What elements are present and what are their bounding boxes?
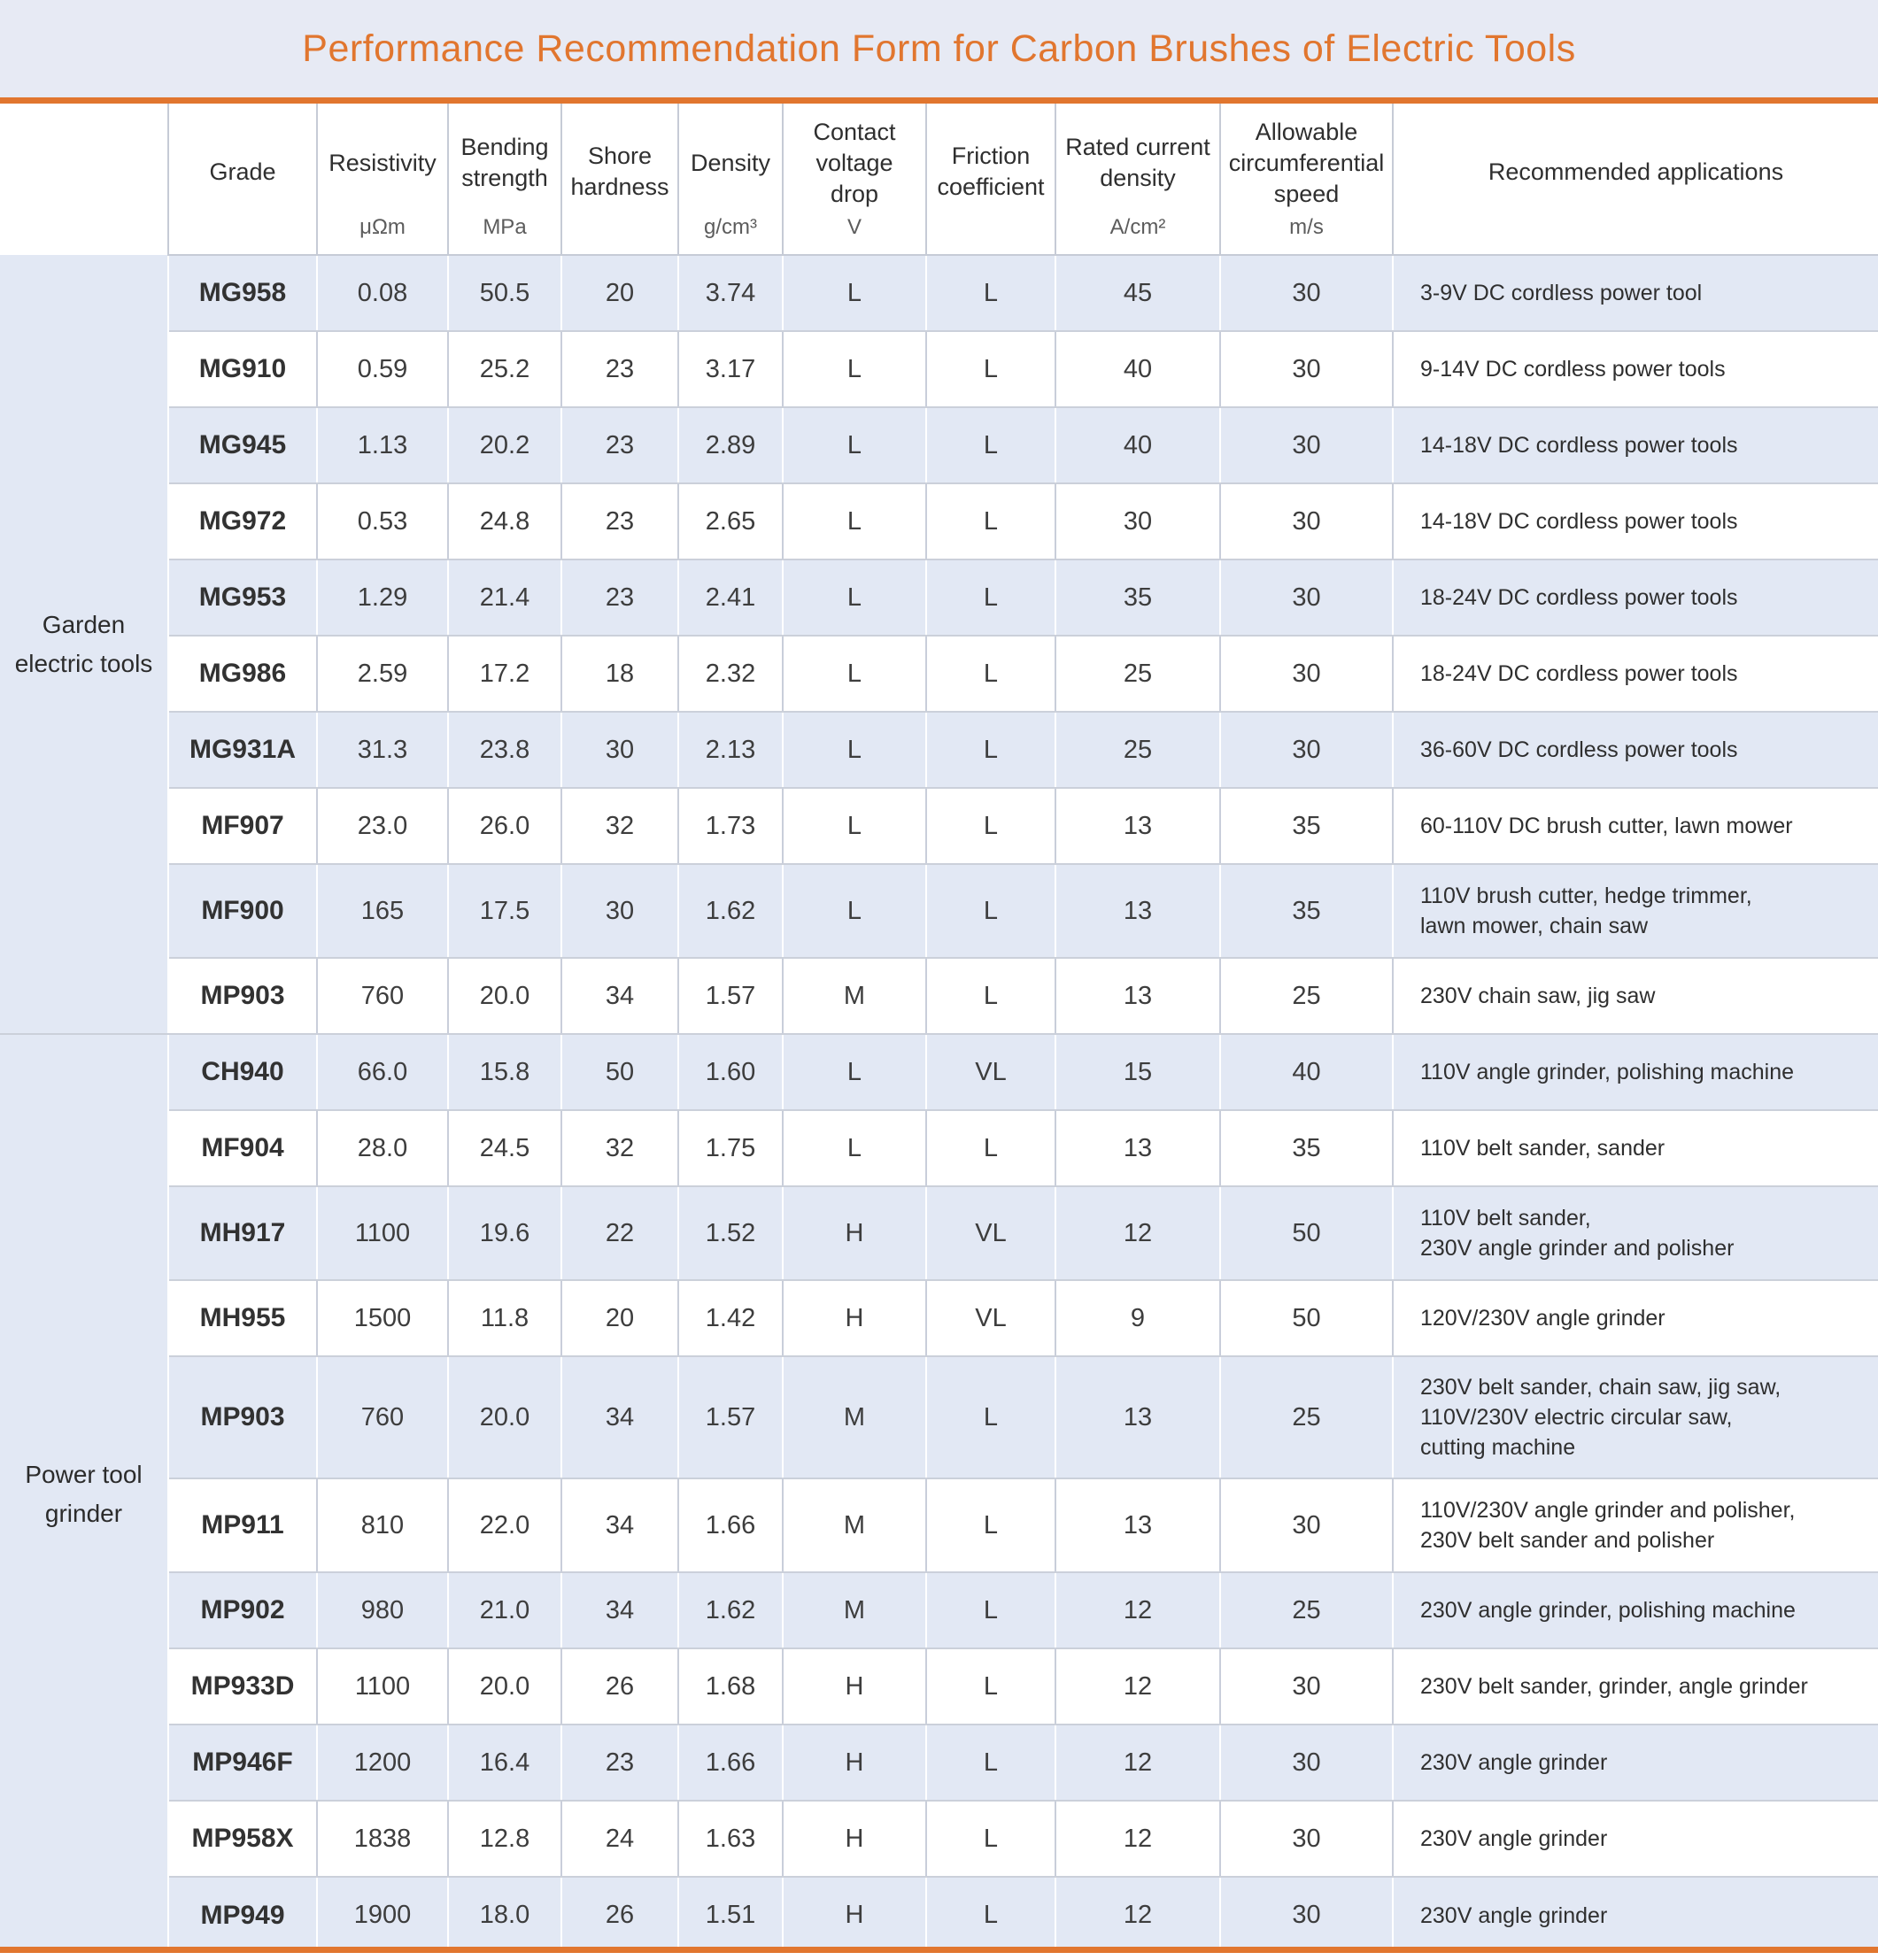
column-unit: μΩm	[359, 215, 406, 239]
column-unit: V	[846, 215, 862, 239]
cell-grade: MF904	[168, 1110, 317, 1186]
group-label: Garden electric tools	[0, 255, 168, 1034]
cell-density: 2.32	[678, 636, 783, 712]
cell-shore-hardness: 23	[561, 1725, 678, 1801]
cell-contact-voltage-drop: L	[783, 636, 926, 712]
cell-allowable-speed: 30	[1220, 1648, 1393, 1725]
cell-resistivity: 0.59	[317, 331, 448, 407]
application-line: 3-9V DC cordless power tool	[1420, 281, 1703, 305]
cell-resistivity: 165	[317, 864, 448, 958]
cell-rated-current-density: 12	[1055, 1186, 1220, 1280]
application-line: 9-14V DC cordless power tools	[1420, 357, 1726, 382]
column-label: Contact voltage drop	[813, 118, 896, 207]
cell-allowable-speed: 30	[1220, 636, 1393, 712]
cell-shore-hardness: 18	[561, 636, 678, 712]
column-header-allowable-circumferential-speed	[1220, 104, 1393, 255]
cell-allowable-speed: 30	[1220, 559, 1393, 636]
cell-contact-voltage-drop: L	[783, 407, 926, 483]
cell-grade: MF907	[168, 788, 317, 864]
table-row	[0, 1478, 1878, 1572]
application-line: cutting machine	[1420, 1435, 1576, 1460]
cell-contact-voltage-drop: H	[783, 1648, 926, 1725]
cell-allowable-speed: 50	[1220, 1186, 1393, 1280]
cell-applications	[1393, 958, 1878, 1034]
cell-bending-strength: 20.0	[448, 1648, 561, 1725]
cell-rated-current-density: 13	[1055, 958, 1220, 1034]
column-header-grade	[168, 104, 317, 255]
cell-resistivity: 1500	[317, 1280, 448, 1356]
cell-rated-current-density: 12	[1055, 1572, 1220, 1648]
cell-allowable-speed: 30	[1220, 712, 1393, 788]
cell-resistivity: 1900	[317, 1877, 448, 1953]
cell-contact-voltage-drop: H	[783, 1877, 926, 1953]
application-line: 36-60V DC cordless power tools	[1420, 737, 1738, 762]
cell-density: 1.60	[678, 1034, 783, 1110]
cell-contact-voltage-drop: L	[783, 331, 926, 407]
application-line: 110V brush cutter, hedge trimmer,	[1420, 884, 1752, 908]
cell-grade: MP933D	[168, 1648, 317, 1725]
cell-applications	[1393, 1648, 1878, 1725]
cell-friction-coefficient: L	[926, 636, 1055, 712]
column-label: Allowable circumferential speed	[1228, 118, 1385, 207]
cell-friction-coefficient: L	[926, 788, 1055, 864]
cell-rated-current-density: 15	[1055, 1034, 1220, 1110]
application-line: 110V belt sander, sander	[1420, 1136, 1665, 1161]
title-bar	[0, 0, 1878, 97]
cell-contact-voltage-drop: M	[783, 1572, 926, 1648]
application-line: 230V angle grinder, polishing machine	[1420, 1598, 1796, 1623]
cell-density: 1.51	[678, 1877, 783, 1953]
cell-allowable-speed: 50	[1220, 1280, 1393, 1356]
cell-contact-voltage-drop: L	[783, 864, 926, 958]
application-line: 60-110V DC brush cutter, lawn mower	[1420, 814, 1793, 838]
cell-applications	[1393, 255, 1878, 331]
cell-friction-coefficient: L	[926, 483, 1055, 559]
cell-allowable-speed: 30	[1220, 407, 1393, 483]
cell-applications	[1393, 1877, 1878, 1953]
cell-applications	[1393, 712, 1878, 788]
cell-density: 1.68	[678, 1648, 783, 1725]
cell-grade: MG972	[168, 483, 317, 559]
application-line: 230V belt sander, chain saw, jig saw,	[1420, 1375, 1781, 1400]
cell-applications	[1393, 1356, 1878, 1478]
cell-contact-voltage-drop: H	[783, 1725, 926, 1801]
cell-allowable-speed: 40	[1220, 1034, 1393, 1110]
page-title: Performance Recommendation Form for Carbon Brushes of Electric Tools	[302, 27, 1576, 70]
cell-allowable-speed: 30	[1220, 1725, 1393, 1801]
cell-resistivity: 0.53	[317, 483, 448, 559]
cell-resistivity: 1.29	[317, 559, 448, 636]
cell-bending-strength: 23.8	[448, 712, 561, 788]
cell-density: 3.74	[678, 255, 783, 331]
cell-allowable-speed: 35	[1220, 788, 1393, 864]
cell-rated-current-density: 12	[1055, 1877, 1220, 1953]
cell-density: 1.66	[678, 1725, 783, 1801]
column-unit: MPa	[483, 215, 527, 239]
cell-allowable-speed: 25	[1220, 1356, 1393, 1478]
cell-resistivity: 31.3	[317, 712, 448, 788]
table-row	[0, 1356, 1878, 1478]
table-row	[0, 636, 1878, 712]
cell-allowable-speed: 35	[1220, 1110, 1393, 1186]
cell-bending-strength: 25.2	[448, 331, 561, 407]
application-line: 230V angle grinder	[1420, 1826, 1608, 1851]
cell-grade: MG931A	[168, 712, 317, 788]
cell-applications	[1393, 1725, 1878, 1801]
table-body	[0, 255, 1878, 1953]
cell-contact-voltage-drop: H	[783, 1280, 926, 1356]
cell-density: 1.42	[678, 1280, 783, 1356]
cell-shore-hardness: 20	[561, 1280, 678, 1356]
application-line: 230V angle grinder	[1420, 1750, 1608, 1775]
cell-density: 1.57	[678, 958, 783, 1034]
table-row	[0, 1110, 1878, 1186]
cell-applications	[1393, 559, 1878, 636]
cell-applications	[1393, 1034, 1878, 1110]
cell-density: 2.89	[678, 407, 783, 483]
cell-rated-current-density: 13	[1055, 1356, 1220, 1478]
cell-resistivity: 1100	[317, 1186, 448, 1280]
cell-shore-hardness: 32	[561, 788, 678, 864]
table-row	[0, 958, 1878, 1034]
column-unit: g/cm³	[704, 215, 757, 239]
application-line: lawn mower, chain saw	[1420, 914, 1649, 938]
cell-contact-voltage-drop: L	[783, 788, 926, 864]
column-header-friction-coefficient	[926, 104, 1055, 255]
cell-bending-strength: 17.2	[448, 636, 561, 712]
cell-bending-strength: 21.0	[448, 1572, 561, 1648]
column-label: Recommended applications	[1488, 158, 1784, 185]
cell-shore-hardness: 23	[561, 331, 678, 407]
cell-density: 1.52	[678, 1186, 783, 1280]
table-row	[0, 483, 1878, 559]
table-row	[0, 1186, 1878, 1280]
cell-contact-voltage-drop: L	[783, 1034, 926, 1110]
cell-allowable-speed: 30	[1220, 483, 1393, 559]
cell-rated-current-density: 12	[1055, 1801, 1220, 1877]
column-header-rated-current-density	[1055, 104, 1220, 255]
cell-applications	[1393, 636, 1878, 712]
cell-rated-current-density: 45	[1055, 255, 1220, 331]
cell-applications	[1393, 1478, 1878, 1572]
cell-applications	[1393, 788, 1878, 864]
application-line: 120V/230V angle grinder	[1420, 1306, 1665, 1331]
cell-friction-coefficient: L	[926, 1877, 1055, 1953]
cell-grade: MG910	[168, 331, 317, 407]
cell-contact-voltage-drop: M	[783, 1478, 926, 1572]
cell-contact-voltage-drop: H	[783, 1801, 926, 1877]
cell-density: 1.66	[678, 1478, 783, 1572]
cell-allowable-speed: 25	[1220, 958, 1393, 1034]
table-row	[0, 255, 1878, 331]
cell-friction-coefficient: VL	[926, 1186, 1055, 1280]
carbon-brush-table	[0, 104, 1878, 1953]
cell-density: 1.57	[678, 1356, 783, 1478]
column-label: Friction coefficient	[937, 143, 1045, 200]
column-label: Shore hardness	[570, 143, 669, 200]
cell-grade: MG953	[168, 559, 317, 636]
cell-bending-strength: 24.5	[448, 1110, 561, 1186]
cell-allowable-speed: 30	[1220, 331, 1393, 407]
title-divider	[0, 97, 1878, 104]
cell-friction-coefficient: VL	[926, 1280, 1055, 1356]
cell-friction-coefficient: L	[926, 1801, 1055, 1877]
cell-grade: MH917	[168, 1186, 317, 1280]
cell-shore-hardness: 26	[561, 1648, 678, 1725]
cell-density: 2.65	[678, 483, 783, 559]
table-row	[0, 1877, 1878, 1953]
cell-friction-coefficient: L	[926, 1478, 1055, 1572]
cell-rated-current-density: 30	[1055, 483, 1220, 559]
column-unit: A/cm²	[1109, 215, 1166, 239]
cell-contact-voltage-drop: L	[783, 255, 926, 331]
cell-density: 1.75	[678, 1110, 783, 1186]
column-label: Density	[690, 149, 771, 176]
cell-shore-hardness: 23	[561, 483, 678, 559]
application-line: 18-24V DC cordless power tools	[1420, 585, 1738, 610]
cell-resistivity: 760	[317, 958, 448, 1034]
application-line: 230V belt sander and polisher	[1420, 1528, 1715, 1553]
cell-friction-coefficient: L	[926, 407, 1055, 483]
cell-contact-voltage-drop: M	[783, 958, 926, 1034]
column-label: Rated current density	[1065, 134, 1210, 191]
cell-shore-hardness: 22	[561, 1186, 678, 1280]
header-row	[0, 104, 1878, 255]
cell-grade: MP903	[168, 1356, 317, 1478]
cell-rated-current-density: 9	[1055, 1280, 1220, 1356]
cell-shore-hardness: 30	[561, 712, 678, 788]
cell-friction-coefficient: L	[926, 1648, 1055, 1725]
cell-grade: MP902	[168, 1572, 317, 1648]
cell-contact-voltage-drop: L	[783, 483, 926, 559]
cell-resistivity: 1200	[317, 1725, 448, 1801]
bottom-divider	[0, 1947, 1878, 1953]
cell-friction-coefficient: L	[926, 1356, 1055, 1478]
cell-bending-strength: 50.5	[448, 255, 561, 331]
application-line: 110V angle grinder, polishing machine	[1420, 1060, 1795, 1084]
table-row	[0, 331, 1878, 407]
cell-shore-hardness: 30	[561, 864, 678, 958]
column-header-contact-voltage-drop	[783, 104, 926, 255]
cell-friction-coefficient: L	[926, 712, 1055, 788]
cell-shore-hardness: 32	[561, 1110, 678, 1186]
cell-allowable-speed: 30	[1220, 1877, 1393, 1953]
cell-bending-strength: 16.4	[448, 1725, 561, 1801]
cell-grade: CH940	[168, 1034, 317, 1110]
cell-grade: MF900	[168, 864, 317, 958]
cell-allowable-speed: 30	[1220, 255, 1393, 331]
cell-density: 2.13	[678, 712, 783, 788]
cell-applications	[1393, 407, 1878, 483]
application-line: 230V belt sander, grinder, angle grinder	[1420, 1674, 1808, 1699]
table-row	[0, 1725, 1878, 1801]
column-header-resistivity	[317, 104, 448, 255]
cell-bending-strength: 24.8	[448, 483, 561, 559]
table-row	[0, 712, 1878, 788]
application-line: 110V/230V angle grinder and polisher,	[1420, 1498, 1796, 1523]
cell-allowable-speed: 35	[1220, 864, 1393, 958]
cell-resistivity: 1.13	[317, 407, 448, 483]
table-row	[0, 559, 1878, 636]
cell-resistivity: 980	[317, 1572, 448, 1648]
cell-rated-current-density: 40	[1055, 331, 1220, 407]
application-line: 110V belt sander,	[1420, 1206, 1591, 1231]
cell-friction-coefficient: L	[926, 559, 1055, 636]
cell-friction-coefficient: L	[926, 958, 1055, 1034]
cell-rated-current-density: 13	[1055, 864, 1220, 958]
cell-allowable-speed: 30	[1220, 1801, 1393, 1877]
cell-grade: MP911	[168, 1478, 317, 1572]
cell-bending-strength: 17.5	[448, 864, 561, 958]
cell-rated-current-density: 40	[1055, 407, 1220, 483]
cell-bending-strength: 15.8	[448, 1034, 561, 1110]
cell-rated-current-density: 12	[1055, 1648, 1220, 1725]
cell-shore-hardness: 34	[561, 1356, 678, 1478]
cell-bending-strength: 12.8	[448, 1801, 561, 1877]
cell-contact-voltage-drop: L	[783, 1110, 926, 1186]
cell-bending-strength: 18.0	[448, 1877, 561, 1953]
cell-rated-current-density: 13	[1055, 1110, 1220, 1186]
table-row	[0, 788, 1878, 864]
column-label: Resistivity	[328, 149, 437, 176]
cell-bending-strength: 11.8	[448, 1280, 561, 1356]
cell-allowable-speed: 25	[1220, 1572, 1393, 1648]
cell-contact-voltage-drop: L	[783, 712, 926, 788]
cell-applications	[1393, 1801, 1878, 1877]
table-row	[0, 864, 1878, 958]
cell-rated-current-density: 13	[1055, 788, 1220, 864]
cell-friction-coefficient: L	[926, 864, 1055, 958]
table-row	[0, 1801, 1878, 1877]
cell-bending-strength: 20.0	[448, 1356, 561, 1478]
cell-shore-hardness: 50	[561, 1034, 678, 1110]
cell-contact-voltage-drop: M	[783, 1356, 926, 1478]
application-line: 14-18V DC cordless power tools	[1420, 509, 1738, 534]
cell-shore-hardness: 34	[561, 958, 678, 1034]
cell-applications	[1393, 483, 1878, 559]
cell-friction-coefficient: L	[926, 255, 1055, 331]
cell-bending-strength: 22.0	[448, 1478, 561, 1572]
cell-applications	[1393, 864, 1878, 958]
cell-resistivity: 1100	[317, 1648, 448, 1725]
cell-density: 2.41	[678, 559, 783, 636]
cell-density: 1.62	[678, 864, 783, 958]
cell-density: 3.17	[678, 331, 783, 407]
cell-applications	[1393, 1572, 1878, 1648]
cell-shore-hardness: 34	[561, 1478, 678, 1572]
cell-grade: MP946F	[168, 1725, 317, 1801]
cell-grade: MG945	[168, 407, 317, 483]
cell-grade: MG958	[168, 255, 317, 331]
cell-grade: MP949	[168, 1877, 317, 1953]
cell-friction-coefficient: L	[926, 331, 1055, 407]
cell-allowable-speed: 30	[1220, 1478, 1393, 1572]
application-line: 230V angle grinder	[1420, 1902, 1608, 1928]
table-row	[0, 1572, 1878, 1648]
cell-rated-current-density: 13	[1055, 1478, 1220, 1572]
cell-resistivity: 1838	[317, 1801, 448, 1877]
cell-grade: MG986	[168, 636, 317, 712]
cell-grade: MP903	[168, 958, 317, 1034]
cell-density: 1.63	[678, 1801, 783, 1877]
cell-grade: MP958X	[168, 1801, 317, 1877]
cell-friction-coefficient: VL	[926, 1034, 1055, 1110]
cell-shore-hardness: 23	[561, 559, 678, 636]
cell-rated-current-density: 25	[1055, 712, 1220, 788]
cell-friction-coefficient: L	[926, 1110, 1055, 1186]
cell-shore-hardness: 26	[561, 1877, 678, 1953]
table-row	[0, 1280, 1878, 1356]
group-label: Power tool grinder	[0, 1034, 168, 1953]
cell-resistivity: 28.0	[317, 1110, 448, 1186]
cell-applications	[1393, 1110, 1878, 1186]
cell-applications	[1393, 1186, 1878, 1280]
cell-resistivity: 810	[317, 1478, 448, 1572]
cell-shore-hardness: 23	[561, 407, 678, 483]
cell-rated-current-density: 25	[1055, 636, 1220, 712]
column-label: Bending strength	[460, 134, 549, 191]
application-line: 230V angle grinder and polisher	[1420, 1236, 1735, 1261]
cell-shore-hardness: 34	[561, 1572, 678, 1648]
column-header-bending-strength	[448, 104, 561, 255]
application-line: 230V chain saw, jig saw	[1420, 984, 1656, 1008]
cell-resistivity: 760	[317, 1356, 448, 1478]
cell-resistivity: 23.0	[317, 788, 448, 864]
cell-shore-hardness: 20	[561, 255, 678, 331]
cell-applications	[1393, 1280, 1878, 1356]
column-header-recommended-applications	[1393, 104, 1878, 255]
cell-contact-voltage-drop: L	[783, 559, 926, 636]
cell-rated-current-density: 12	[1055, 1725, 1220, 1801]
cell-friction-coefficient: L	[926, 1572, 1055, 1648]
cell-bending-strength: 20.2	[448, 407, 561, 483]
cell-bending-strength: 21.4	[448, 559, 561, 636]
table-row	[0, 1034, 1878, 1110]
cell-bending-strength: 26.0	[448, 788, 561, 864]
cell-resistivity: 2.59	[317, 636, 448, 712]
cell-resistivity: 0.08	[317, 255, 448, 331]
table-row	[0, 1648, 1878, 1725]
application-line: 14-18V DC cordless power tools	[1420, 433, 1738, 458]
cell-density: 1.73	[678, 788, 783, 864]
column-header-shore-hardness	[561, 104, 678, 255]
cell-grade: MH955	[168, 1280, 317, 1356]
table-row	[0, 407, 1878, 483]
cell-resistivity: 66.0	[317, 1034, 448, 1110]
cell-bending-strength: 19.6	[448, 1186, 561, 1280]
application-line: 110V/230V electric circular saw,	[1420, 1405, 1733, 1430]
cell-contact-voltage-drop: H	[783, 1186, 926, 1280]
cell-shore-hardness: 24	[561, 1801, 678, 1877]
cell-applications	[1393, 331, 1878, 407]
application-line: 18-24V DC cordless power tools	[1420, 661, 1738, 686]
column-unit: m/s	[1289, 215, 1324, 239]
cell-density: 1.62	[678, 1572, 783, 1648]
cell-rated-current-density: 35	[1055, 559, 1220, 636]
cell-bending-strength: 20.0	[448, 958, 561, 1034]
corner-blank-cell	[0, 104, 168, 255]
cell-friction-coefficient: L	[926, 1725, 1055, 1801]
column-label: Grade	[209, 158, 276, 185]
column-header-density	[678, 104, 783, 255]
